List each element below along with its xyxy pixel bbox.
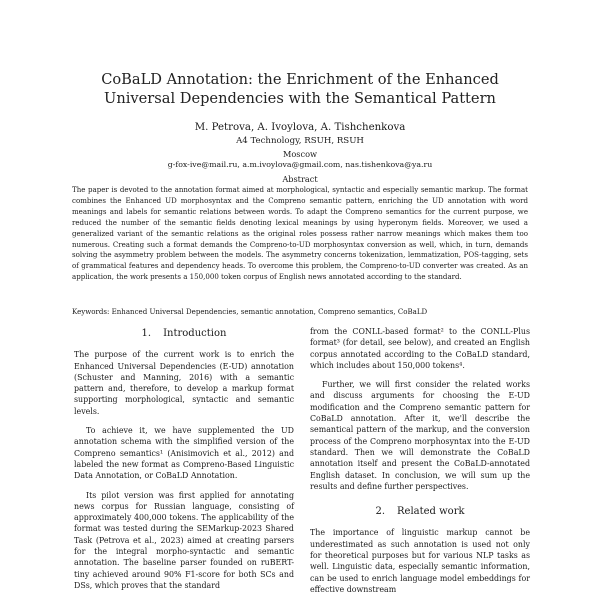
paragraph: from the CONLL-based format² to the CONLL-Plus format³ (for detail, see below), and created an English corpus annotated according to the CoBaLD standard, which includes about 150,000 tokens⁴. (310, 327, 530, 370)
paper-authors: M. Petrova, A. Ivoylova, A. Tishchenkova (194, 122, 406, 133)
section-heading-related-work (310, 506, 530, 517)
right-column (310, 326, 530, 603)
paragraph: Further, we will first consider the related works and discuss arguments for choosing the E-UD modification and the Compreno semantic pattern for CoBaLD annotation. After it, we'll describe the semantical pattern of the markup, and the conversion process of the Compreno morphosyntax into the E-UD standard. Then we will demonstrate the CoBaLD annotation itself and present the CoBaLD-annotated English dataset. In conclusion, we will sum up the results and define further perspectives. (310, 380, 530, 491)
paragraph: The purpose of the current work is to enrich the Enhanced Universal Dependencies (E-UD) annotation (Schuster and Manning, 2016) with a semantic pattern and, therefore, to develop a markup format supporting morphological, syntactic and semantic levels. (74, 350, 294, 416)
abstract-heading: Abstract (282, 174, 318, 184)
section-title: Related work (397, 506, 465, 518)
section-number: 1. (141, 328, 152, 339)
paragraph: The importance of linguistic markup cannot be underestimated as such annotation is used not only for theoretical purposes but for various NLP tasks as well. Linguistic data, especially semantic information, can be used to enrich language model embeddings for effective downstream (310, 528, 530, 594)
keywords-line: Keywords: Enhanced Universal Dependencies, semantic annotation, Compreno semantics, CoBaLD (72, 307, 428, 316)
section-title: Introduction (163, 328, 227, 339)
abstract-text: The paper is devoted to the annotation format aimed at morphological, syntactic and especially semantic markup. The format combines the Enhanced UD morphosyntax and the Compreno semantic pattern, enriching the UD annotation with word meanings and labels for semantic relations between words. To adapt the Compreno semantics for the current purpose, we reduced the number of the semantic fields denoting lexical meanings by using hyperonym fields. Moreover, we used a generalized variant of the semantic relations as the original roles possess rather narrow meanings which makes them too numerous. Creating such a format demands the Compreno-to-UD morphosyntax conversion as well, which, in turn, demands solving the asymmetry problem between the models. The asymmetry concerns tokenization, lemmatization, POS-tagging, sets of grammatical features and dependency heads. To overcome this problem, the Compreno-to-UD converter was created. As an application, the work presents a 150,000 token corpus of English news annotated according to the standard. (72, 185, 528, 282)
paragraph: Its pilot version was first applied for annotating news corpus for Russian language, consisting of approximately 400,000 tokens. The applicability of the format was tested during the SEMarkup-2023 Shared Task (Petrova et al., 2023) aimed at creating parsers for the integral morpho-syntactic and semantic annotation. The baseline parser founded on ruBERT-tiny achieved around 90% F1-score for both SCs and DSs, which proves that the standard (74, 490, 294, 590)
paper-city: Moscow (282, 149, 318, 159)
section-heading-introduction (74, 328, 294, 339)
section-number: 2. (375, 506, 385, 518)
paper-title: CoBaLD Annotation: the Enrichment of the Enhanced Universal Dependencies with the Semantical Pattern (101, 71, 499, 107)
paper-emails: g-fox-ive@mail.ru, a.m.ivoylova@gmail.com, nas.tishenkova@ya.ru (167, 160, 433, 169)
paper-affiliation: A4 Technology, RSUH, RSUH (236, 136, 364, 146)
left-column (74, 320, 294, 599)
paragraph: To achieve it, we have supplemented the UD annotation schema with the simplified version of the Compreno semantics¹ (Anisimovich et al., 2012) and labeled the new format as Compreno-Based Linguistic Data Annotation, or CoBaLD Annotation. (74, 426, 294, 481)
